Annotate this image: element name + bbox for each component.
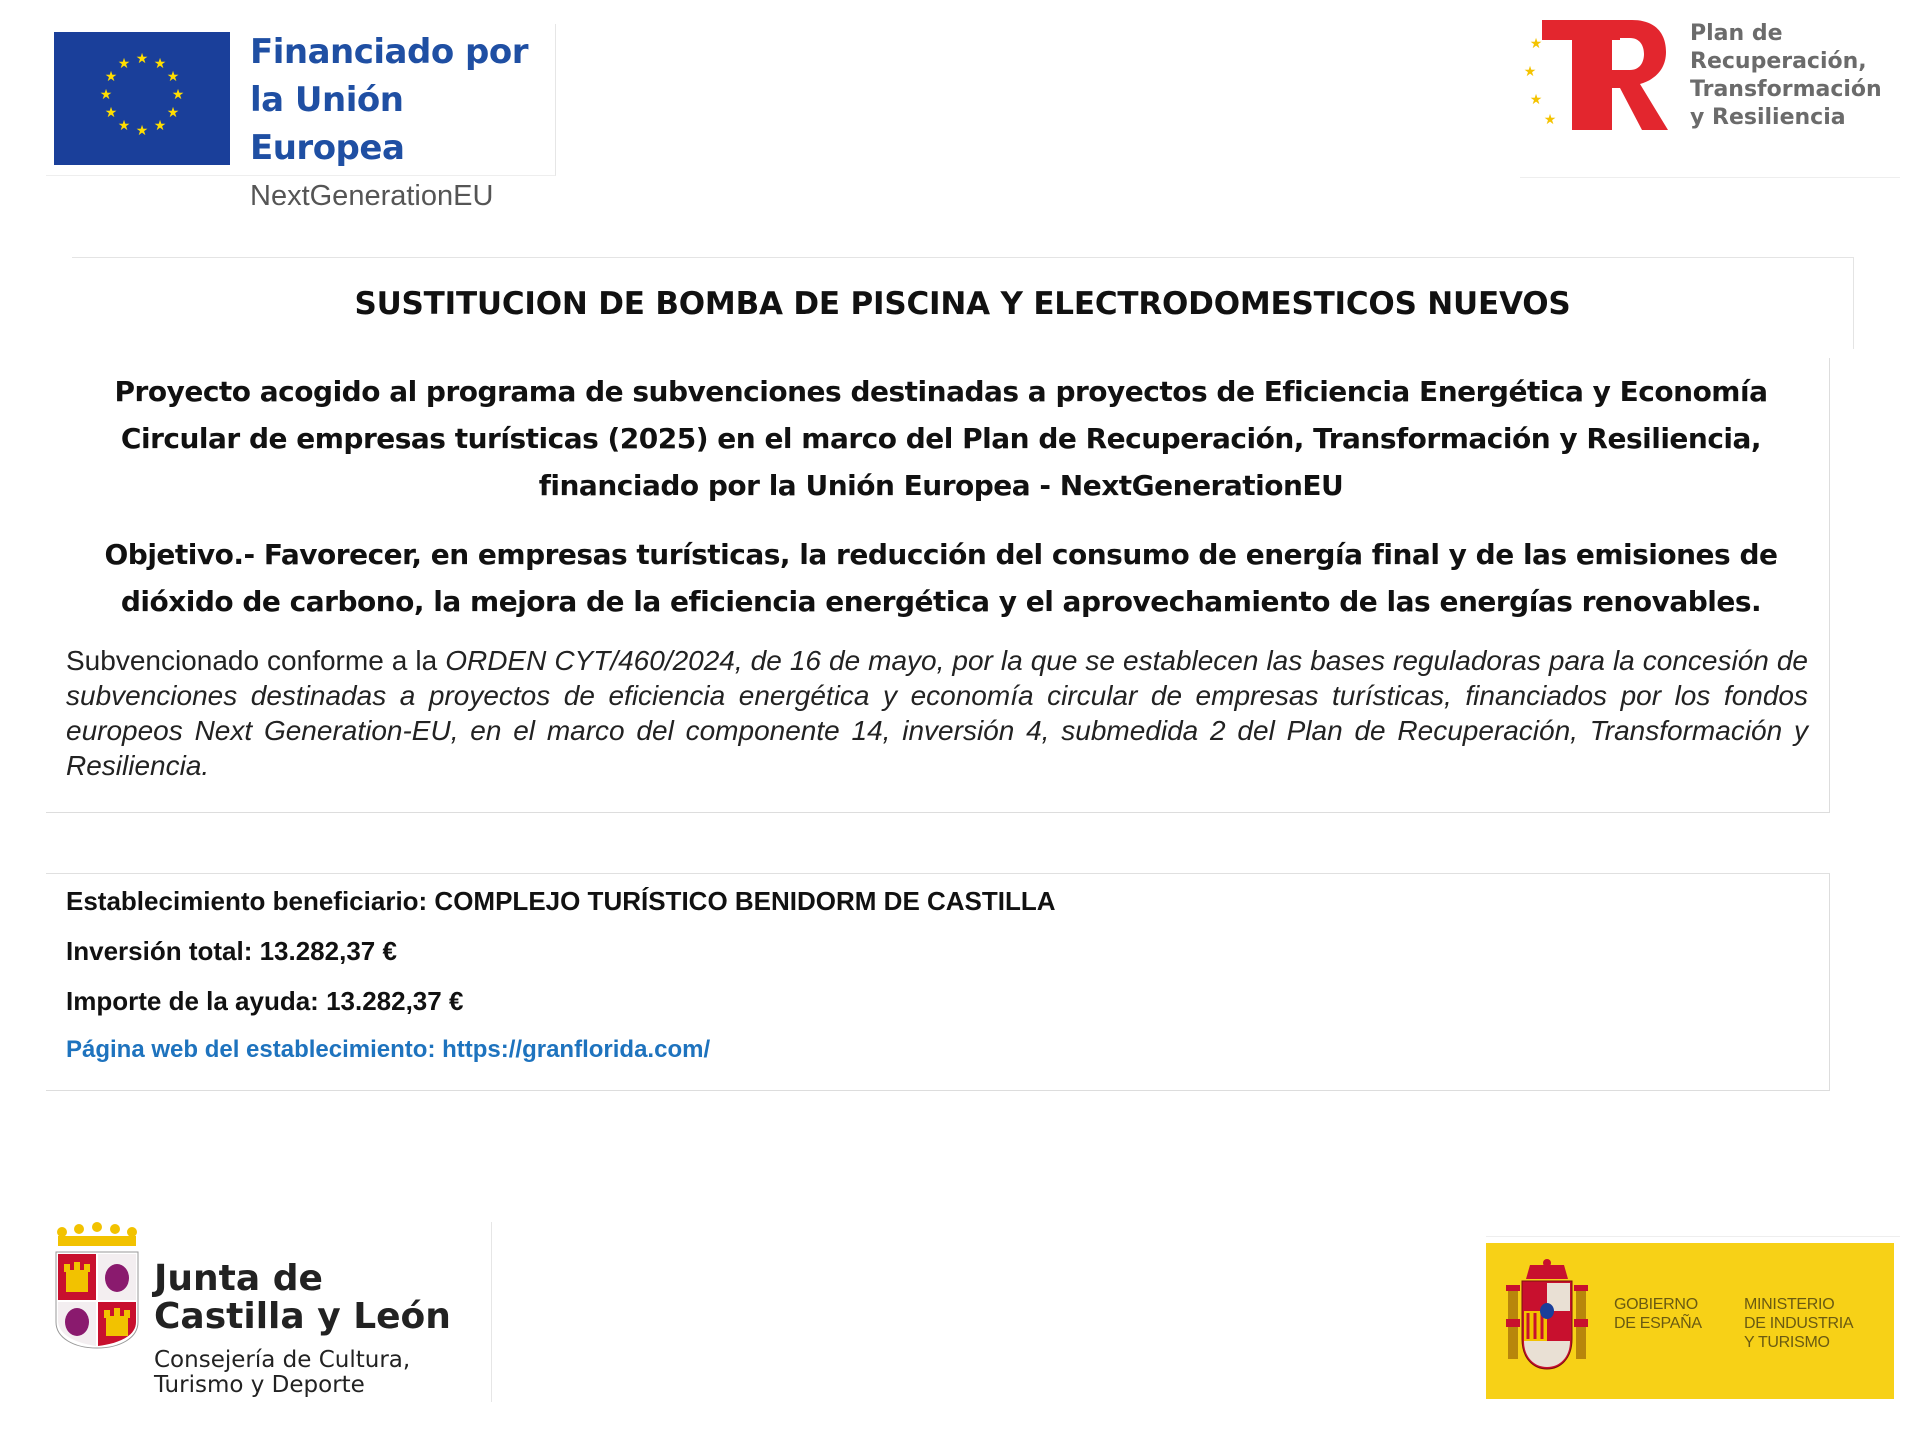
eu-logo-line-2: la Unión Europea: [250, 80, 405, 168]
svg-text:★: ★: [1529, 92, 1543, 108]
program-description: Proyecto acogido al programa de subvenciones destinadas a proyectos de Eficiencia Energética y Economía Circular de empresas turísticas (2025) en el marco del Plan de Recuperación, Transformación y Resiliencia, financiado por la Unión Europea - NextGenerationEU: [114, 375, 1768, 502]
jcyl-dept-line-1: Consejería de Cultura,: [154, 1347, 411, 1373]
jcyl-shield-icon: [52, 1222, 142, 1352]
beneficiary-box: [46, 873, 1830, 1091]
ministry-line-2: DE INDUSTRIA: [1744, 1315, 1854, 1332]
svg-text:★: ★: [135, 123, 149, 139]
ministry-line-3: Y TURISMO: [1744, 1334, 1830, 1351]
svg-text:★: ★: [153, 118, 167, 134]
program-objective: Objetivo.- Favorecer, en empresas turísticas, la reducción del consumo de energía final y de las emisiones de dióxido de carbono, la mejora de la eficiencia energética y el aprovechamiento de las energías renovables.: [104, 538, 1778, 618]
svg-text:★: ★: [135, 51, 149, 67]
title-box: [72, 257, 1854, 349]
svg-text:★: ★: [117, 56, 131, 72]
svg-text:★: ★: [104, 105, 118, 121]
svg-text:★: ★: [1523, 64, 1537, 80]
svg-text:★: ★: [166, 69, 180, 85]
government-line-2: DE ESPAÑA: [1614, 1315, 1702, 1332]
recovery-plan-line-4: y Resiliencia: [1690, 105, 1846, 130]
beneficiary-website-link[interactable]: Página web del establecimiento: https://granflorida.com/: [66, 1036, 711, 1063]
svg-text:★: ★: [171, 87, 185, 103]
jcyl-name-line-2: Castilla y León: [154, 1296, 451, 1337]
jcyl-dept-line-2: Turismo y Deporte: [154, 1372, 365, 1398]
beneficiary-investment: Inversión total: 13.282,37 €: [66, 936, 397, 966]
program-box: [46, 358, 1830, 813]
eu-funding-logo: [46, 24, 556, 212]
svg-text:★: ★: [104, 69, 118, 85]
eu-logo-line-3: NextGenerationEU: [250, 180, 494, 212]
page-title: SUSTITUCION DE BOMBA DE PISCINA Y ELECTRODOMESTICOS NUEVOS: [354, 285, 1571, 322]
recovery-plan-line-3: Transformación: [1690, 77, 1882, 102]
recovery-plan-mark-icon: [1520, 12, 1670, 132]
svg-text:★: ★: [1529, 36, 1543, 52]
legal-basis-prefix: Subvencionado conforme a la: [66, 645, 446, 676]
eu-flag-icon: [54, 32, 230, 165]
beneficiary-establishment: Establecimiento beneficiario: COMPLEJO TURÍSTICO BENIDORM DE CASTILLA: [66, 886, 1056, 916]
svg-text:★: ★: [99, 87, 113, 103]
ministry-line-1: MINISTERIO: [1744, 1296, 1835, 1313]
government-line-1: GOBIERNO: [1614, 1296, 1698, 1313]
recovery-plan-line-1: Plan de: [1690, 21, 1783, 46]
beneficiary-aid-amount: Importe de la ayuda: 13.282,37 €: [66, 986, 464, 1016]
jcyl-logo: [46, 1222, 492, 1402]
svg-text:★: ★: [117, 118, 131, 134]
jcyl-name-line-1: Junta de: [154, 1258, 323, 1299]
svg-text:★: ★: [166, 105, 180, 121]
eu-logo-line-1: Financiado por: [250, 32, 528, 72]
government-of-spain-logo: [1486, 1236, 1900, 1400]
legal-basis: [66, 643, 1808, 783]
spain-coat-of-arms-icon: [1504, 1259, 1590, 1375]
svg-text:★: ★: [153, 56, 167, 72]
recovery-plan-line-2: Recuperación,: [1690, 49, 1867, 74]
legal-basis-order: ORDEN CYT/460/2024, de 16 de mayo, por la que se establecen las bases reguladoras para la concesión de subvenciones destinadas a proyectos de eficiencia energética y economía circular de empresas turísticas, financiados por los fondos europeos Next Generation-EU, en el marco del componente 14, inversión 4, submedida 2 del Plan de Recuperación, Transformación y Resiliencia.: [66, 645, 1808, 781]
svg-text:★: ★: [1543, 112, 1557, 128]
recovery-plan-logo: [1520, 6, 1900, 178]
